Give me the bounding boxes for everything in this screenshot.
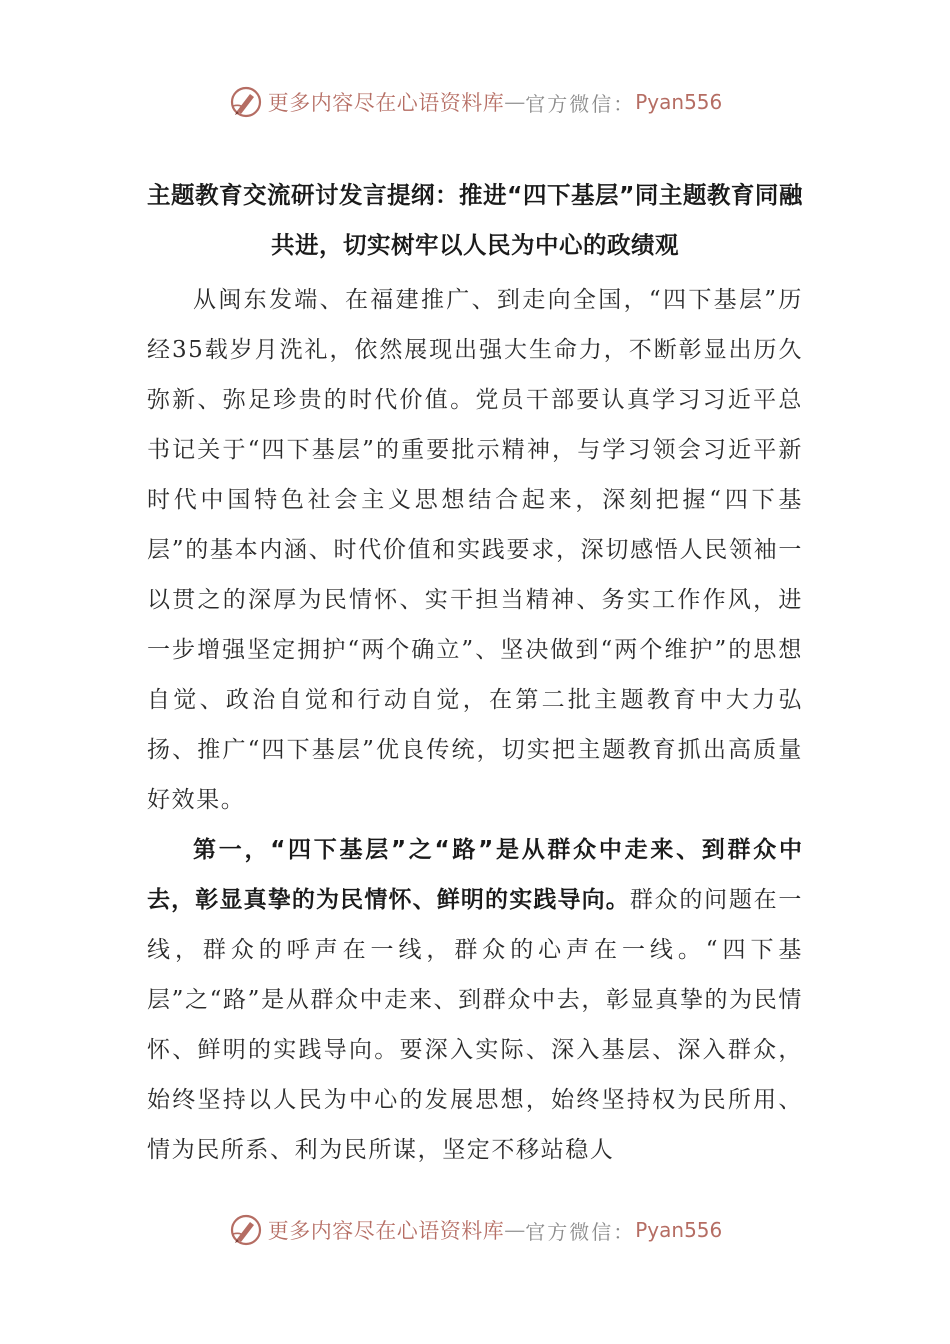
- watermark-sub-text: 官方微信：: [525, 91, 636, 116]
- pen-logo-icon: [228, 84, 264, 120]
- first-point-paragraph: [147, 825, 803, 1175]
- first-point-body: 群众的问题在一线，群众的呼声在一线，群众的心声在一线。“四下基层”之“路”是从群众中走来、到群众中去，彰显真挚的为民情怀、鲜明的实践导向。要深入实际、深入基层、深入群众，始终坚持以人民为中心的发展思想，始终坚持权为民所用、情为民所系、利为民所谋，坚定不移站稳人: [147, 887, 803, 1163]
- watermark-sub-text: 官方微信：: [525, 1219, 636, 1244]
- pen-logo-icon: [228, 1212, 264, 1248]
- document-title: 主题教育交流研讨发言提纲：推进“四下基层”同主题教育同融共进，切实树牢以人民为中心的政绩观: [147, 181, 803, 259]
- header-watermark: [0, 82, 950, 122]
- watermark-wechat-id: Pyan556: [635, 1218, 723, 1242]
- first-point-heading: 第一，“四下基层”之“路”是从群众中走来、到群众中去，彰显真挚的为民情怀、鲜明的实践导向。: [147, 837, 803, 913]
- footer-watermark: [0, 1210, 950, 1250]
- intro-paragraph: 从闽东发端、在福建推广、到走向全国，“四下基层”历经35载岁月洗礼，依然展现出强大生命力，不断彰显出历久弥新、弥足珍贵的时代价值。党员干部要认真学习习近平总书记关于“四下基层”的重要批示精神，与学习领会习近平新时代中国特色社会主义思想结合起来，深刻把握“四下基层”的基本内涵、时代价值和实践要求，深切感悟人民领袖一以贯之的深厚为民情怀、实干担当精神、务实工作作风，进一步增强坚定拥护“两个确立”、坚决做到“两个维护”的思想自觉、政治自觉和行动自觉，在第二批主题教育中大力弘扬、推广“四下基层”优良传统，切实把主题教育抓出高质量好效果。: [147, 287, 803, 813]
- watermark-dash: —: [504, 1218, 526, 1242]
- watermark-wechat-id: Pyan556: [635, 90, 723, 114]
- watermark-main-text: 更多内容尽在心语资料库: [267, 1219, 505, 1243]
- document-body: [147, 170, 803, 1175]
- watermark-main-text: 更多内容尽在心语资料库: [267, 91, 505, 115]
- watermark-dash: —: [504, 90, 526, 114]
